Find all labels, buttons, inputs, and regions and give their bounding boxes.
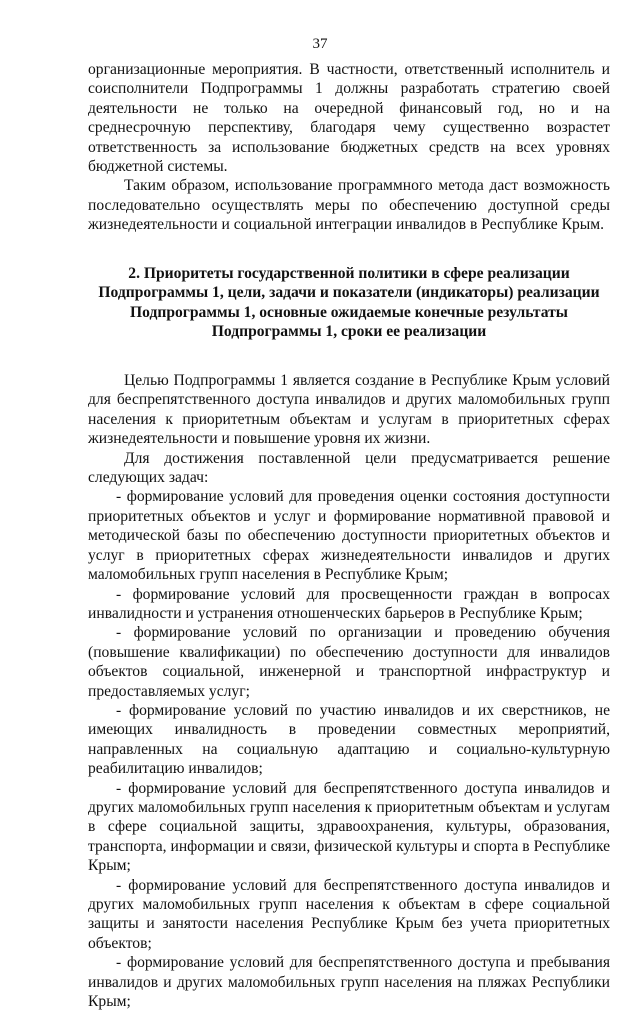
task-item: - формирование условий для просвещенности граждан в вопросах инвалидности и устранения отношенческих барьеров в Республике Крым; xyxy=(88,585,610,622)
summary-paragraph: Таким образом, использование программного метода даст возможность последовательно осуществлять меры по обеспечению доступной среды жизнедеятельности и социальной интеграции инвалидов в Республике Крым. xyxy=(88,177,610,234)
tasks-intro-paragraph: Для достижения поставленной цели предусматривается решение следующих задач: xyxy=(88,449,610,487)
section-heading-line: Подпрограммы 1, цели, задачи и показатели (индикаторы) реализации xyxy=(98,284,600,302)
section-heading-line: 2. Приоритеты государственной политики в сфере реализации xyxy=(128,264,570,282)
section-heading xyxy=(88,264,610,342)
section-heading-line: Подпрограммы 1, сроки ее реализации xyxy=(211,323,487,341)
intro-paragraph: организационные мероприятия. В частности, ответственный исполнитель и соисполнители Подпрограммы 1 должны разработать стратегию своей деятельности не только на очередной финансовый год, но и на среднесрочную перспективу, благодаря чему существенно возрастет ответственность за использование бюджетных средств на всех уровнях бюджетной системы. xyxy=(88,61,610,176)
document-body xyxy=(88,60,610,1011)
section-heading-line: Подпрограммы 1, основные ожидаемые конечные результаты xyxy=(129,303,568,321)
task-item: - формирование условий для проведения оценки состояния доступности приоритетных объектов и услуг и формирование нормативной правовой и методической базы по обеспечению доступности приоритетных объектов и услуг в приоритетных сферах жизнедеятельности инвалидов и других маломобильных групп населения в Республике Крым; xyxy=(88,488,610,584)
task-item: - формирование условий для беспрепятственного доступа инвалидов и других маломобильных групп населения к объектам в сфере социальной защиты и занятости населения Республике Крым без учета приоритетных объектов; xyxy=(88,876,610,952)
task-item: - формирование условий по организации и проведению обучения (повышение квалификации) по обеспечению доступности для инвалидов объектов социальной, инженерной и транспортной инфраструктур и предоставляемых услуг; xyxy=(88,624,610,700)
task-item: - формирование условий для беспрепятственного доступа инвалидов и других маломобильных групп населения к приоритетным объектам и услугам в сфере социальной защиты, здравоохранения, культуры, образования, транспорта, информации и связи, физической культуры и спорта в Республике Крым; xyxy=(88,779,610,875)
task-item: - формирование условий для беспрепятственного доступа и пребывания инвалидов и других маломобильных групп населения на пляжах Республики Крым; xyxy=(88,954,610,1011)
task-item: - формирование условий по участию инвалидов и их сверстников, не имеющих инвалидность в проведении совместных мероприятий, направленных на социальную адаптацию и социально-культурную реабилитацию инвалидов; xyxy=(88,701,610,778)
goal-paragraph: Целью Подпрограммы 1 является создание в Республике Крым условий для беспрепятственного доступа инвалидов и других маломобильных групп населения к приоритетным объектам и услугам в приоритетных сферах жизнедеятельности и повышение уровня их жизни. xyxy=(88,372,610,448)
page-number: 37 xyxy=(312,36,328,52)
